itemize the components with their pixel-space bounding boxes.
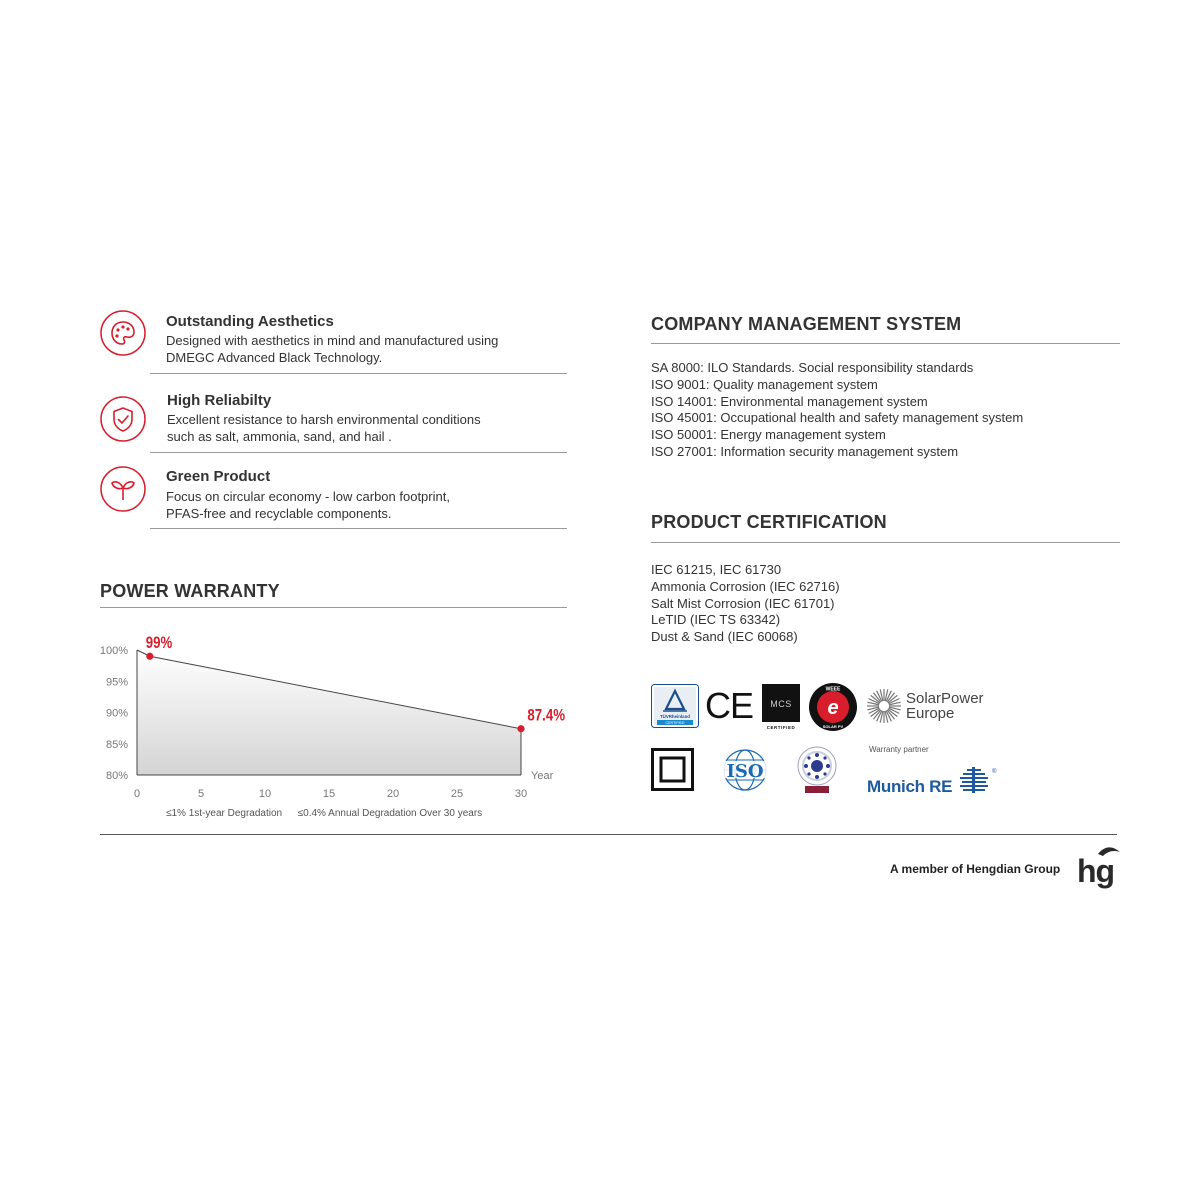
list-item: IEC 61215, IEC 61730 <box>651 562 782 577</box>
list-item: ISO 9001: Quality management system <box>651 376 878 392</box>
divider <box>651 343 1120 344</box>
shield-check-icon <box>100 396 146 442</box>
area-fill <box>137 650 521 775</box>
y-tick-label: 100% <box>99 645 128 657</box>
divider <box>150 452 567 453</box>
hengdian-member-text: A member of Hengdian Group <box>890 862 1061 876</box>
certification-list <box>651 562 840 646</box>
divider <box>651 542 1120 543</box>
y-tick-label: 90% <box>105 707 128 720</box>
chart-footnote <box>166 808 482 819</box>
feature-desc-line: Excellent resistance to harsh environmental conditions <box>167 412 481 427</box>
list-item: Salt Mist Corrosion (IEC 61701) <box>651 595 835 611</box>
list-item: LeTID (IEC TS 63342) <box>651 612 781 628</box>
mcs-text: MCS <box>770 699 792 709</box>
warranty-chart <box>90 620 580 830</box>
weee-text: WEEE <box>825 686 841 693</box>
feature-description <box>167 411 481 445</box>
data-label: 99% <box>145 633 173 653</box>
mcs-certified-text: CERTIFIED <box>766 725 796 730</box>
feature-desc-line: Focus on circular economy - low carbon footprint, <box>166 489 450 504</box>
ce-mark-logo: CE <box>705 685 754 726</box>
divider <box>150 373 567 374</box>
list-item: Ammonia Corrosion (IEC 62716) <box>651 578 840 594</box>
list-item: ISO 45001: Occupational health and safety management system <box>651 410 1024 426</box>
management-list <box>651 360 1023 461</box>
footer-divider <box>100 834 1117 835</box>
weee-solar-text: SOLAR PV <box>822 724 844 729</box>
divider <box>150 528 567 529</box>
footnote-first-year: ≤1% 1st-year Degradation <box>166 808 283 819</box>
hg-logo-text: hg <box>1077 853 1115 889</box>
feature-title: Green Product <box>166 468 271 485</box>
x-tick-label: 30 <box>514 788 528 800</box>
double-insulation-icon <box>651 748 694 791</box>
list-item: SA 8000: ILO Standards. Social responsibility standards <box>651 360 974 375</box>
data-point <box>146 653 153 660</box>
sprout-icon <box>100 466 146 512</box>
munich-re-emblem-icon <box>958 766 998 796</box>
x-tick-label: 25 <box>450 788 464 800</box>
y-tick-label: 95% <box>105 676 128 689</box>
feature-desc-line: DMEGC Advanced Black Technology. <box>166 350 383 365</box>
data-label: 87.4% <box>527 706 565 726</box>
tuv-certified-text: CERTIFIED <box>665 721 685 725</box>
munich-re-logo: Munich RE <box>867 777 953 796</box>
solarpower-europe-logo <box>906 691 984 721</box>
x-tick-label: 5 <box>197 788 205 800</box>
warranty-partner-label: Warranty partner <box>869 745 929 754</box>
sun-burst-icon <box>866 688 902 724</box>
feature-desc-line: Designed with aesthetics in mind and manufactured using <box>166 333 499 348</box>
spe-line: SolarPower <box>906 690 984 707</box>
x-axis-label: Year <box>531 770 554 782</box>
list-item: ISO 27001: Information security management system <box>651 443 959 459</box>
iso-logo <box>718 748 772 792</box>
mcs-certified-logo <box>762 684 800 730</box>
divider <box>100 607 567 608</box>
section-title: PRODUCT CERTIFICATION <box>651 512 887 532</box>
weee-solar-pv-logo <box>808 682 858 732</box>
feature-desc-line: PFAS-free and recyclable components. <box>166 506 392 521</box>
svg-text:e: e <box>827 697 839 719</box>
feature-title: High Reliabilty <box>167 392 272 409</box>
data-point <box>517 725 524 732</box>
y-tick-label: 80% <box>105 770 128 782</box>
list-item: Dust & Sand (IEC 60068) <box>651 629 798 645</box>
x-tick-label: 15 <box>322 788 336 800</box>
x-tick-label: 0 <box>133 788 141 800</box>
feature-desc-line: such as salt, ammonia, sand, and hail . <box>167 429 392 444</box>
iso-text: ISO <box>726 761 764 782</box>
svg-text:®: ® <box>992 769 997 775</box>
x-tick-label: 20 <box>386 788 400 800</box>
tuv-text: TÜVRheinland <box>659 714 691 719</box>
spe-line: Europe <box>906 705 955 722</box>
hengdian-group-logo <box>1076 842 1122 890</box>
feature-description <box>166 488 450 522</box>
y-tick-label: 85% <box>105 738 128 751</box>
palette-icon <box>100 310 146 356</box>
tuv-rheinland-logo <box>651 684 699 728</box>
section-title: POWER WARRANTY <box>100 581 280 601</box>
feature-title: Outstanding Aesthetics <box>166 313 334 330</box>
certification-seal-icon <box>795 746 839 796</box>
list-item: ISO 14001: Environmental management system <box>651 393 928 409</box>
list-item: ISO 50001: Energy management system <box>651 427 886 443</box>
section-title: COMPANY MANAGEMENT SYSTEM <box>651 314 962 334</box>
feature-description <box>166 332 498 366</box>
footnote-annual: ≤0.4% Annual Degradation Over 30 years <box>297 808 483 819</box>
x-tick-label: 10 <box>258 788 272 800</box>
